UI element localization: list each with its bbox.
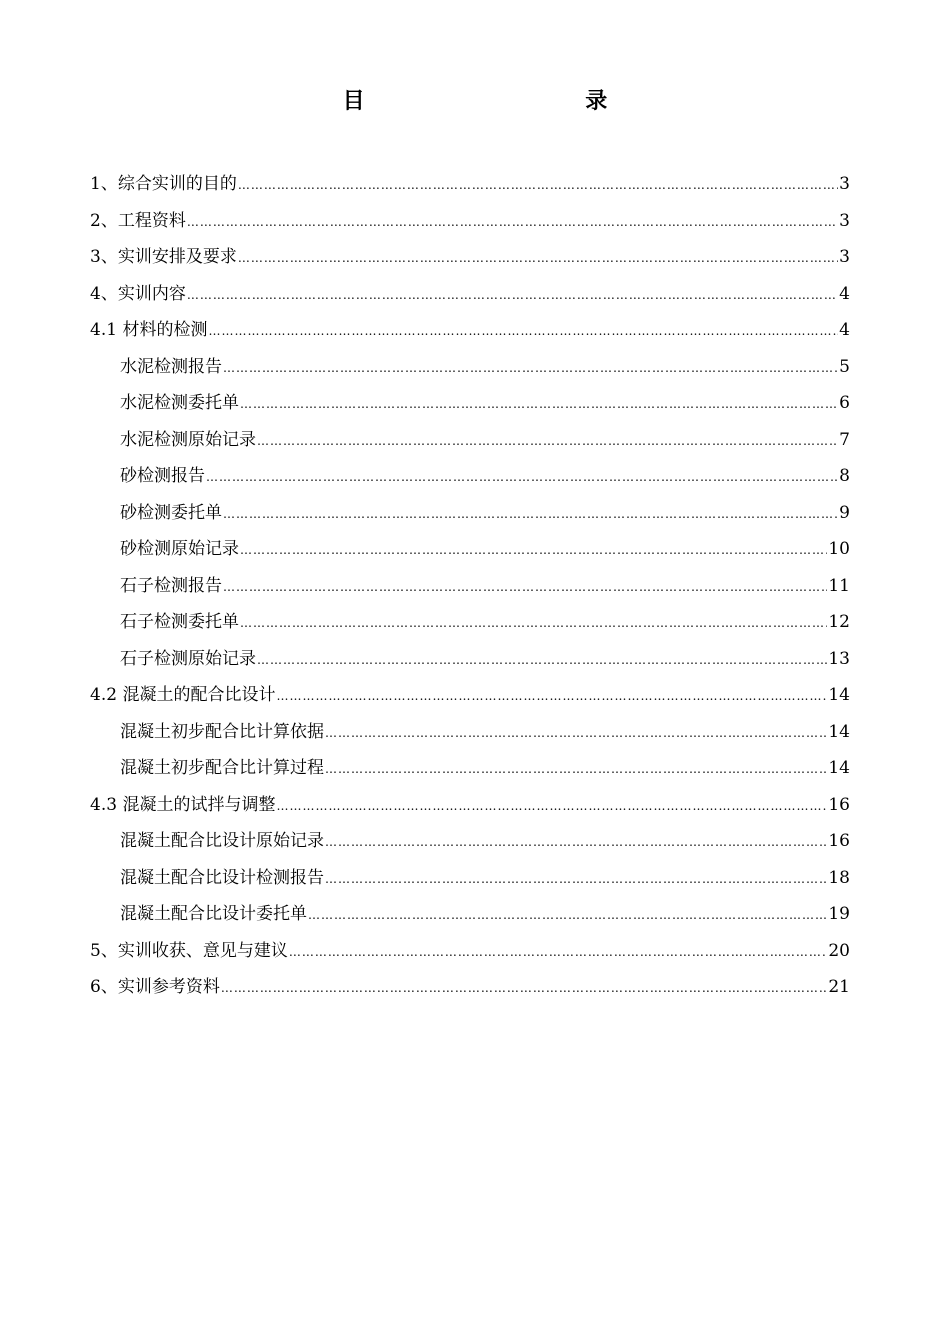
toc-entry-label: 石子检测原始记录 <box>120 648 256 669</box>
toc-entry-label: 3、实训安排及要求 <box>90 247 237 267</box>
toc-entry[interactable] <box>90 535 850 572</box>
toc-page-number: 3 <box>839 174 850 194</box>
toc-entry-label: 石子检测委托单 <box>120 612 239 632</box>
toc-page-number: 12 <box>828 612 850 632</box>
toc-entry[interactable] <box>90 170 850 207</box>
toc-entry-label: 4.2 混凝土的配合比设计 <box>90 685 276 705</box>
toc-dot-leader <box>276 682 827 710</box>
toc-entry-label: 混凝土配合比设计委托单 <box>120 904 307 924</box>
toc-entry[interactable] <box>90 718 850 755</box>
toc-entry-label: 6、实训参考资料 <box>90 977 220 997</box>
toc-entry-label: 混凝土配合比设计检测报告 <box>120 867 324 888</box>
toc-dot-leader <box>206 463 838 491</box>
toc-page-number: 4 <box>839 283 850 304</box>
toc-entry[interactable] <box>90 645 850 682</box>
toc-entry-label: 砂检测原始记录 <box>120 539 239 559</box>
toc-entry-label: 1、综合实训的目的 <box>90 174 237 194</box>
toc-entry[interactable] <box>90 973 850 1010</box>
toc-entry-label: 4.1 材料的检测 <box>90 320 208 340</box>
toc-dot-leader <box>325 865 827 893</box>
toc-dot-leader <box>240 536 827 564</box>
toc-entry-label: 4.3 混凝土的试拌与调整 <box>90 794 276 815</box>
toc-page-number: 9 <box>839 502 850 523</box>
toc-dot-leader <box>325 828 827 856</box>
toc-dot-leader <box>187 281 838 309</box>
toc-page-number: 6 <box>839 393 850 413</box>
toc-entry[interactable] <box>90 754 850 791</box>
table-of-contents <box>90 170 850 1010</box>
toc-entry-label: 混凝土初步配合比计算过程 <box>120 758 324 778</box>
toc-dot-leader <box>325 719 827 747</box>
toc-page-number: 8 <box>839 466 850 486</box>
toc-entry[interactable] <box>90 900 850 937</box>
toc-dot-leader <box>240 609 827 637</box>
toc-dot-leader <box>221 974 828 1002</box>
toc-entry-label: 5、实训收获、意见与建议 <box>90 940 288 961</box>
toc-entry[interactable] <box>90 681 850 718</box>
toc-entry[interactable] <box>90 207 850 244</box>
toc-entry[interactable] <box>90 499 850 536</box>
toc-entry[interactable] <box>90 572 850 609</box>
toc-page-number: 14 <box>828 758 850 778</box>
toc-page-number: 3 <box>839 247 850 267</box>
toc-entry[interactable] <box>90 864 850 901</box>
page-title: 目 录 <box>342 88 646 114</box>
toc-entry-label: 混凝土初步配合比计算依据 <box>120 721 324 742</box>
toc-page-number: 16 <box>828 794 850 815</box>
toc-page-number: 18 <box>828 867 850 888</box>
toc-dot-leader <box>257 646 827 674</box>
toc-page-number: 20 <box>828 940 850 961</box>
toc-dot-leader <box>325 755 827 783</box>
toc-page-number: 19 <box>828 904 850 924</box>
toc-entry[interactable] <box>90 280 850 317</box>
toc-page-number: 16 <box>828 831 850 851</box>
toc-entry-label: 水泥检测报告 <box>120 356 222 377</box>
toc-entry[interactable] <box>90 462 850 499</box>
toc-page-number: 5 <box>839 356 850 377</box>
toc-dot-leader <box>240 390 838 418</box>
toc-page-number: 4 <box>839 320 850 340</box>
toc-entry[interactable] <box>90 426 850 463</box>
toc-dot-leader <box>257 427 838 455</box>
toc-entry-label: 石子检测报告 <box>120 575 222 596</box>
toc-entry-label: 4、实训内容 <box>90 283 186 304</box>
toc-entry[interactable] <box>90 316 850 353</box>
toc-page-number: 3 <box>839 210 850 231</box>
toc-entry[interactable] <box>90 608 850 645</box>
toc-page-number: 7 <box>839 429 850 450</box>
toc-page-number: 14 <box>828 685 850 705</box>
toc-dot-leader <box>223 354 838 382</box>
toc-page-number: 21 <box>828 977 850 997</box>
toc-dot-leader <box>208 317 838 345</box>
toc-entry[interactable] <box>90 243 850 280</box>
toc-dot-leader <box>223 500 838 528</box>
toc-page-number: 11 <box>828 575 850 596</box>
toc-entry[interactable] <box>90 353 850 390</box>
toc-entry[interactable] <box>90 389 850 426</box>
toc-dot-leader <box>187 208 838 236</box>
toc-dot-leader <box>289 938 828 966</box>
toc-entry-label: 砂检测委托单 <box>120 502 222 523</box>
toc-entry-label: 水泥检测委托单 <box>120 393 239 413</box>
toc-entry-label: 砂检测报告 <box>120 466 205 486</box>
toc-page-number: 13 <box>828 648 850 669</box>
toc-dot-leader <box>223 573 827 601</box>
toc-page-number: 14 <box>828 721 850 742</box>
toc-dot-leader <box>238 244 838 272</box>
toc-dot-leader <box>276 792 827 820</box>
toc-entry[interactable] <box>90 937 850 974</box>
toc-entry-label: 2、工程资料 <box>90 210 186 231</box>
toc-page-number: 10 <box>828 539 850 559</box>
toc-dot-leader <box>238 171 838 199</box>
toc-entry-label: 水泥检测原始记录 <box>120 429 256 450</box>
toc-entry-label: 混凝土配合比设计原始记录 <box>120 831 324 851</box>
toc-dot-leader <box>308 901 827 929</box>
toc-entry[interactable] <box>90 827 850 864</box>
toc-entry[interactable] <box>90 791 850 828</box>
